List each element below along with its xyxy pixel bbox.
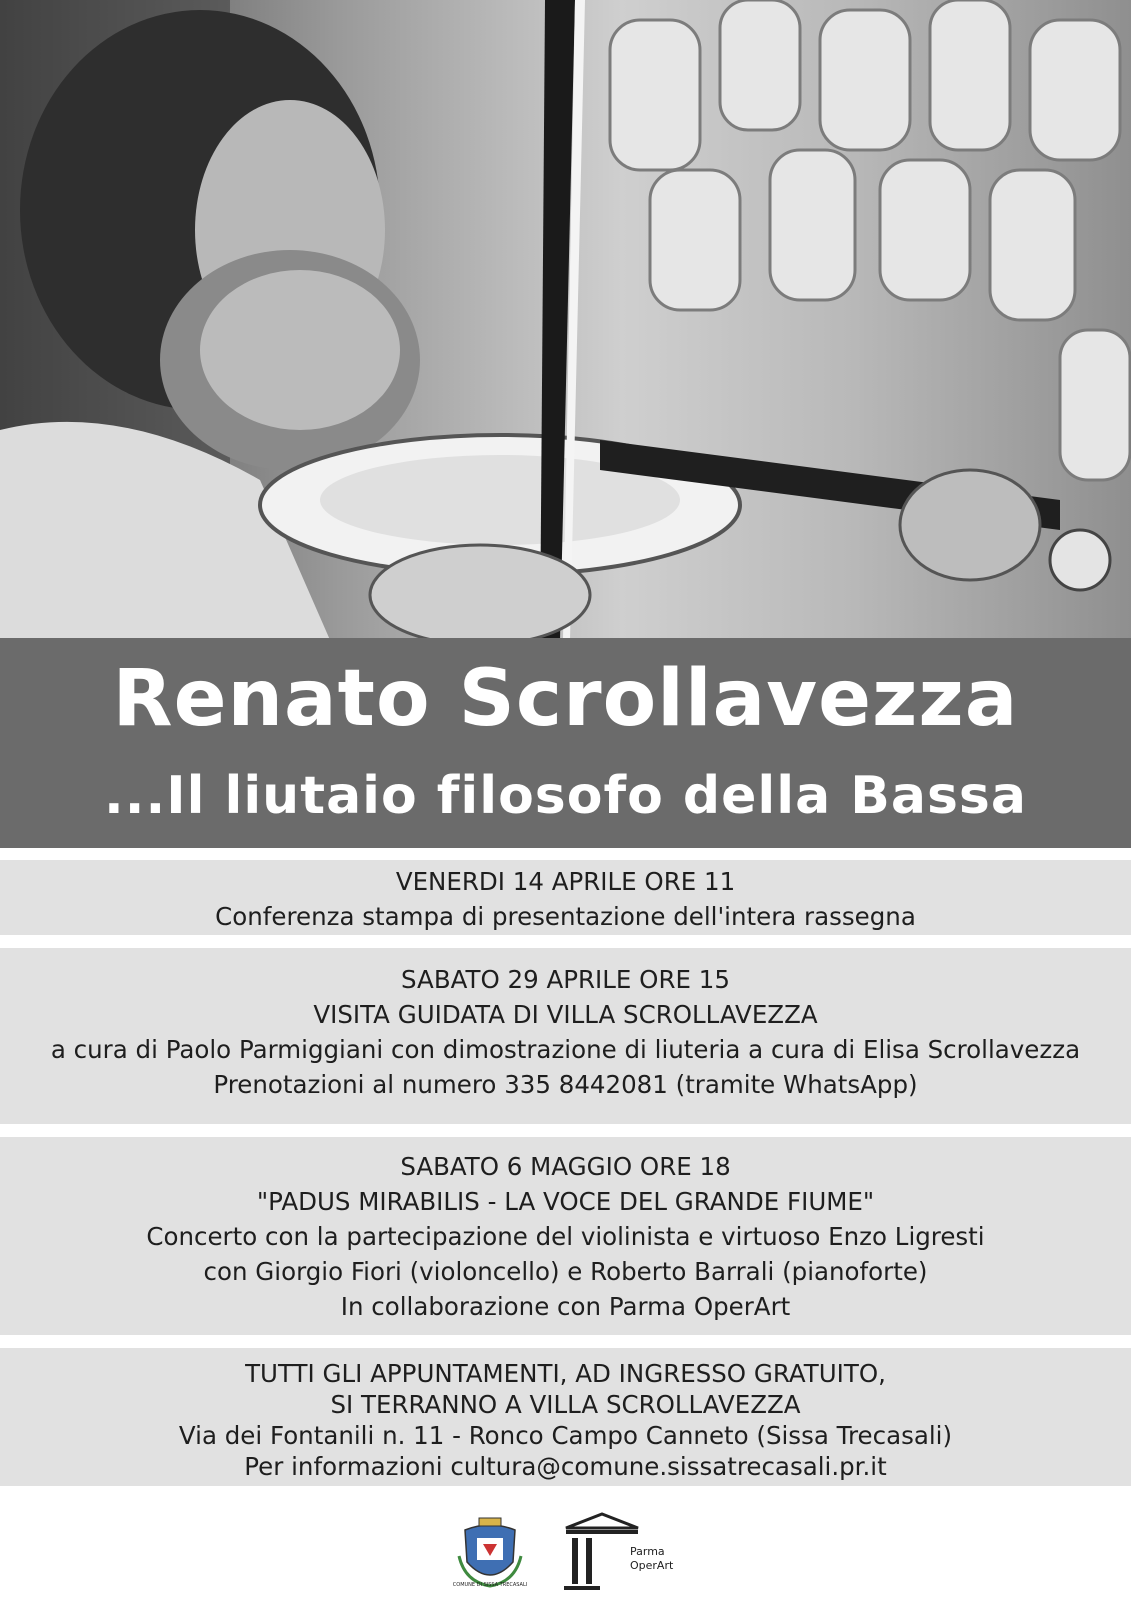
event-1-description: Conferenza stampa di presentazione dell'intera rassegna bbox=[215, 902, 916, 931]
info-line-contact: Per informazioni cultura@comune.sissatrecasali.pr.it bbox=[244, 1452, 887, 1481]
event-block-1 bbox=[0, 860, 1131, 935]
info-line-venue: SI TERRANNO A VILLA SCROLLAVEZZA bbox=[330, 1390, 801, 1419]
hero-photo bbox=[0, 0, 1131, 640]
comune-crest-logo bbox=[455, 1516, 525, 1592]
info-line-address: Via dei Fontanili n. 11 - Ronco Campo Canneto (Sissa Trecasali) bbox=[178, 1421, 953, 1450]
page-title: Renato Scrollavezza bbox=[112, 654, 1019, 744]
event-2-booking: Prenotazioni al numero 335 8442081 (tramite WhatsApp) bbox=[213, 1070, 918, 1099]
operart-line-1: Parma bbox=[630, 1545, 665, 1558]
event-2-date: SABATO 29 APRILE ORE 15 bbox=[401, 965, 730, 994]
event-2-title: VISITA GUIDATA DI VILLA SCROLLAVEZZA bbox=[313, 1000, 818, 1029]
event-3-date: SABATO 6 MAGGIO ORE 18 bbox=[400, 1152, 731, 1181]
event-3-title: "PADUS MIRABILIS - LA VOCE DEL GRANDE FIUME" bbox=[256, 1187, 875, 1216]
operart-wordmark bbox=[630, 1545, 673, 1573]
operart-line-2: OperArt bbox=[630, 1559, 674, 1572]
event-3-performers: con Giorgio Fiori (violoncello) e Roberto Barrali (pianoforte) bbox=[203, 1257, 928, 1286]
event-3-collaboration: In collaborazione con Parma OperArt bbox=[340, 1292, 791, 1321]
page-subtitle: ...Il liutaio filosofo della Bassa bbox=[104, 766, 1027, 826]
event-2-details: a cura di Paolo Parmiggiani con dimostrazione di liuteria a cura di Elisa Scrollavezza bbox=[50, 1035, 1081, 1064]
event-block-2 bbox=[0, 948, 1131, 1124]
event-3-details: Concerto con la partecipazione del violinista e virtuoso Enzo Ligresti bbox=[146, 1222, 985, 1251]
comune-caption: COMUNE DI SISSA TRECASALI bbox=[452, 1582, 528, 1588]
violinist-photo-illustration bbox=[0, 0, 1131, 640]
event-1-date: VENERDI 14 APRILE ORE 11 bbox=[395, 867, 736, 896]
event-block-3 bbox=[0, 1137, 1131, 1335]
info-line-free-entry: TUTTI GLI APPUNTAMENTI, AD INGRESSO GRATUITO, bbox=[245, 1359, 886, 1388]
info-block bbox=[0, 1348, 1131, 1486]
